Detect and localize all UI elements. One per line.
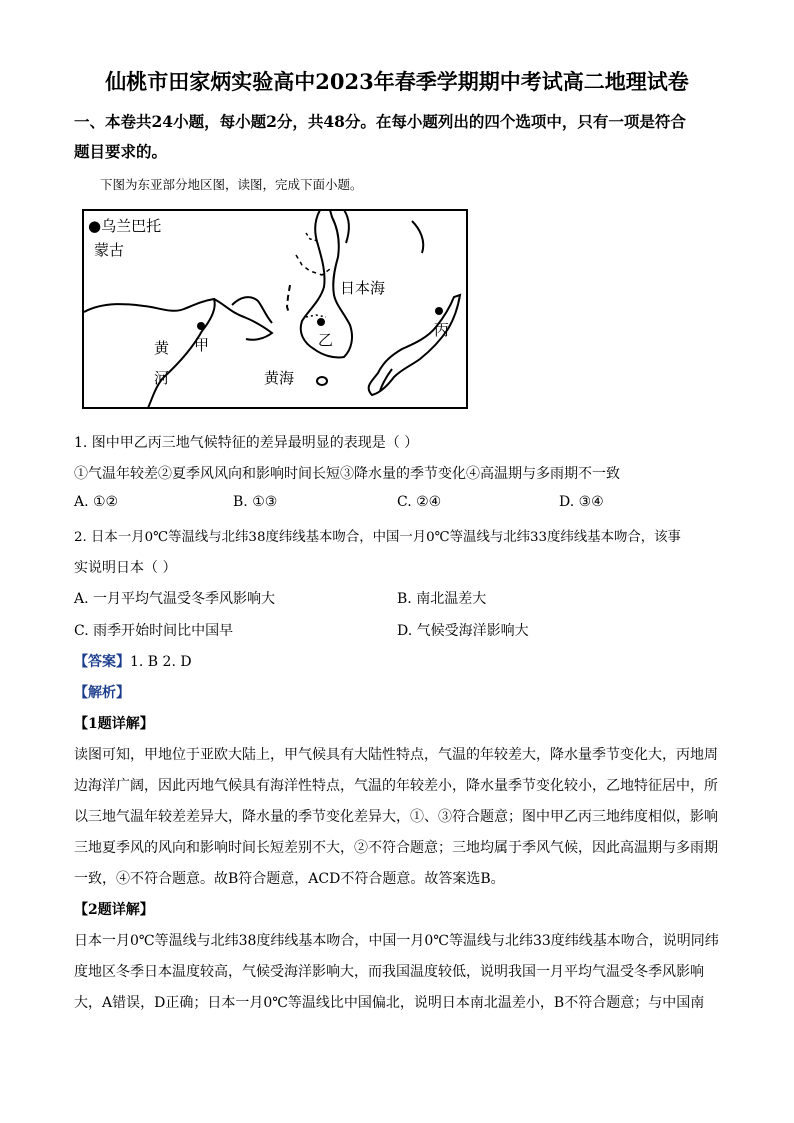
q1-option-b: B. ①③ [233,494,278,510]
detail2-line: 大，A错误，D正确；日本一月0℃等温线比中国偏北，说明日本南北温差小，B不符合题意；与中国南 [74,995,705,1011]
section-heading-line1: 一、本卷共24小题，每小题2分，共48分。在每小题列出的四个选项中，只有一项是符合 [74,112,686,131]
q2-option-d: D. 气候受海洋影响大 [397,623,529,639]
mongolia-label: 蒙古 [94,241,125,259]
detail1-line: 边海洋广阔，因此丙地气候具有海洋性特点，气温的年较差小，降水量季节变化较小，乙地特征居中，所 [74,778,718,794]
detail1-line: 三地夏季风的风向和影响时间长短差别不大，②不符合题意；三地均属于季风气候，因此高温期与多雨期 [74,840,718,856]
sea-of-japan-label: 日本海 [340,279,386,297]
detail1-line: 以三地气温年较差差异大，降水量的季节变化差异大，①、③符合题意；图中甲乙丙三地纬度相似，影响 [74,809,718,825]
detail2-line: 日本一月0℃等温线与北纬38度纬线基本吻合，中国一月0℃等温线与北纬33度纬线基本吻合，说明同纬 [74,933,719,949]
q2-stem-line1: 2. 日本一月0℃等温线与北纬38度纬线基本吻合，中国一月0℃等温线与北纬33度纬线基本吻合，该事 [74,530,681,545]
bing-label: 丙 [434,321,450,339]
q1-option-c: C. ②④ [397,494,442,510]
east-asia-map [82,209,468,409]
yellow-sea-label: 黄海 [264,369,295,387]
analysis-tag: 【解析】 [74,685,130,701]
detail2-line: 度地区冬季日本温度较高，气候受海洋影响大，而我国温度较低，说明我国一月平均气温受冬季风影响 [74,964,704,980]
bing-point [435,307,443,315]
q1-stem: 1. 图中甲乙丙三地气候特征的差异最明显的表现是（ ） [74,435,419,451]
answer-line [74,651,192,671]
q2-option-a: A. 一月平均气温受冬季风影响大 [74,591,276,607]
yi-point [317,318,325,326]
jia-label: 甲 [194,336,210,354]
q1-option-a: A. ①② [74,494,119,510]
ulaanbaatar-label: ●乌兰巴托 [88,217,162,235]
yellow-river-label-2: 河 [154,369,170,387]
detail1-tag: 【1题详解】 [74,716,154,732]
q1-option-d: D. ③④ [559,494,604,510]
detail1-line: 一致，④不符合题意。故B符合题意，ACD不符合题意。故答案选B。 [74,871,505,887]
section-heading-line2: 题目要求的。 [74,142,168,161]
yellow-river-label-1: 黄 [154,339,170,357]
detail2-tag: 【2题详解】 [74,902,154,918]
q2-option-c: C. 雨季开始时间比中国早 [74,623,234,639]
map-intro: 下图为东亚部分地区图，读图，完成下面小题。 [100,177,363,192]
q1-statements: ①气温年较差②夏季风风向和影响时间长短③降水量的季节变化④高温期与多雨期不一致 [74,466,620,482]
answer-text: 1. B 2. D [130,654,192,670]
detail1-line: 读图可知，甲地位于亚欧大陆上，甲气候具有大陆性特点，气温的年较差大，降水量季节变化大，丙地周 [74,747,718,763]
jia-point [197,322,205,330]
yi-label: 乙 [318,331,334,349]
answer-tag: 【答案】 [74,654,130,670]
page-title: 仙桃市田家炳实验高中2023年春季学期期中考试高二地理试卷 [105,69,689,94]
q2-option-b: B. 南北温差大 [397,591,487,607]
q2-stem-line2: 实说明日本（ ） [74,560,177,576]
